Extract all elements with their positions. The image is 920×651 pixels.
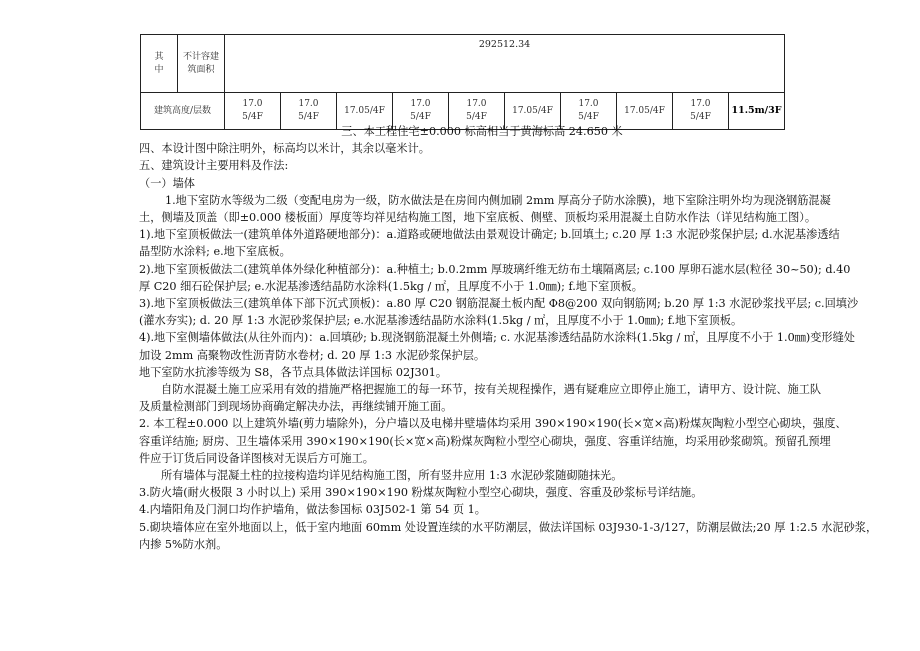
- table-cell-value: 17.05/4F: [561, 93, 617, 130]
- area-height-table: [140, 34, 785, 130]
- table-cell-label: 其中: [141, 35, 178, 93]
- table-row: [141, 35, 785, 93]
- paragraph-line: (灌水夯实); d. 20 厚 1:3 水泥砂浆保护层; e.水泥基渗透结晶防水涂料(1.5kg / ㎡，且厚度不小于 1.0㎜); f.地下室顶板。: [139, 314, 743, 328]
- paragraph-line: 自防水混凝土施工应采用有效的措施严格把握施工的每一环节，按有关规程操作，遇有疑难应立即停止施工，请甲方、设计院、施工队: [161, 383, 822, 397]
- paragraph-line: 2).地下室顶板做法二(建筑单体外绿化种植部分)：a.种植土; b.0.2mm 厚玻璃纤维无纺布土壤隔离层; c.100 厚卵石滤水层(粒径 30~50); d.40: [139, 262, 851, 276]
- paragraph-line: 及质量检测部门到现场协商确定解决办法，再继续铺开施工面。: [139, 400, 453, 414]
- table-cell-value: 17.05/4F: [337, 93, 393, 130]
- paragraph-line: 容重详结施; 厨房、卫生墙体采用 390×190×190(长×宽×高)粉煤灰陶粒小型空心砌块，强度、容重详结施，均采用砂浆砌筑。预留孔预埋: [139, 434, 831, 448]
- paragraph-line: 所有墙体与混凝土柱的拉接构造均详见结构施工图，所有竖井应用 1:3 水泥砂浆随砌随抹光。: [161, 469, 623, 483]
- paragraph-line: 四、本设计图中除注明外，标高均以米计，其余以毫米计。: [139, 142, 430, 156]
- paragraph-line: 加设 2mm 高聚物改性沥青防水卷材; d. 20 厚 1:3 水泥砂浆保护层。: [139, 348, 486, 362]
- table-cell-value: 17.05/4F: [505, 93, 561, 130]
- paragraph-line: 晶型防水涂料; e.地下室底板。: [139, 245, 291, 259]
- table-cell-value: 292512.34: [225, 35, 785, 93]
- paragraph-line: 1.地下室防水等级为二级（变配电房为一级，防水做法是在房间内侧加刷 2mm 厚高分子防水涂膜)，地下室除注明外均为现浇钢筋混凝: [165, 193, 831, 207]
- table-cell-value: 17.05/4F: [225, 93, 281, 130]
- paragraph-line: 地下室防水抗渗等级为 S8，各节点具体做法详国标 02J301。: [139, 365, 448, 379]
- table-cell-value: 17.05/4F: [393, 93, 449, 130]
- table-cell-value: 17.05/4F: [617, 93, 673, 130]
- table-cell-label: 建筑高度/层数: [141, 93, 225, 130]
- table-cell-label: 不计容建筑面积: [178, 35, 225, 93]
- paragraph-line: 五、建筑设计主要用料及作法:: [139, 159, 289, 173]
- paragraph-line: 4).地下室侧墙体做法(从往外而内)：a.回填砂; b.现浇钢筋混凝土外侧墙; c. 水泥基渗透结晶防水涂料(1.5kg / ㎡，且厚度不小于 1.0㎜)变形缝处: [139, 331, 855, 345]
- section-heading: （一）墙体: [139, 176, 195, 190]
- table-cell-value: 11.5m/3F: [729, 93, 785, 130]
- table-cell-value: 17.05/4F: [449, 93, 505, 130]
- paragraph-line: 3.防火墙(耐火极限 3 小时以上) 采用 390×190×190 粉煤灰陶粒小型空心砌块，强度、容重及砂浆标号详结施。: [139, 486, 703, 500]
- table-cell-value: 17.05/4F: [673, 93, 729, 130]
- body-text: [139, 123, 878, 553]
- paragraph-line: 1).地下室顶板做法一(建筑单体外道路硬地部分)：a.道路或硬地做法由景观设计确定; b.回填土; c.20 厚 1:3 水泥砂浆保护层; d.水泥基渗透结: [139, 228, 840, 242]
- paragraph-line: 厚 C20 细石砼保护层; e.水泥基渗透结晶防水涂料(1.5kg / ㎡，且厚度不小于 1.0㎜); f.地下室顶板。: [139, 279, 643, 293]
- table-cell-value: 17.05/4F: [281, 93, 337, 130]
- paragraph-line: 土，侧墙及顶盖（即±0.000 楼板面）厚度等均祥见结构施工图，地下室底板、侧壁、顶板均采用混凝土自防水作法（详见结构施工图）。: [139, 211, 817, 225]
- paragraph-line: 三、本工程住宅±0.000 标高相当于黄海标高 24.650 米: [341, 125, 623, 138]
- paragraph-line: 4.内墙阳角及门洞口均作护墙角，做法参国标 03J502-1 第 54 页 1。: [139, 503, 486, 517]
- paragraph-line: 3).地下室顶板做法三(建筑单体下部下沉式顶板)：a.80 厚 C20 钢筋混凝土板内配 Φ8@200 双向钢筋网; b.20 厚 1:3 水泥砂浆找平层; c.回填沙: [139, 297, 859, 311]
- paragraph-line: 2. 本工程±0.000 以上建筑外墙(剪力墙除外)，分户墙以及电梯井壁墙体均采用 390×190×190(长×宽×高)粉煤灰陶粒小型空心砌块，强度、: [139, 417, 847, 431]
- paragraph-line: 5.砌块墙体应在室外地面以上，低于室内地面 60mm 处设置连续的水平防潮层，做法详国标 03J930-1-3/127，防潮层做法;20 厚 1:2.5 水泥砂浆，: [139, 520, 878, 534]
- paragraph-line: 内掺 5%防水剂。: [139, 537, 228, 551]
- paragraph-line: 件应于订货后同设备详图核对无误后方可施工。: [139, 451, 374, 465]
